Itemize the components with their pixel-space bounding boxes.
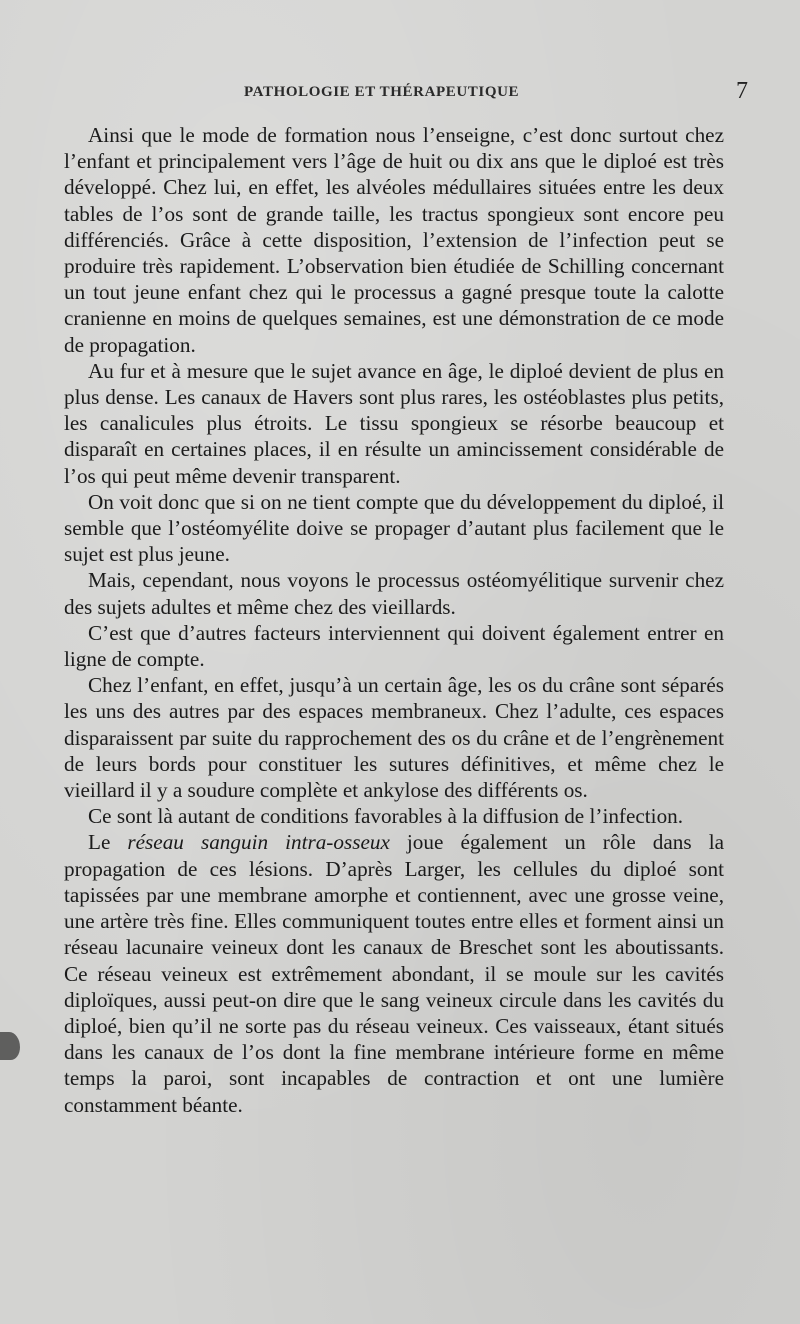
body-text (64, 122, 724, 1118)
paragraph-age-density: Au fur et à mesure que le sujet avance en âge, le diploé devient de plus en plus dense. Les canaux de Havers sont plus rares, les ostéoblastes plus petits, les canalicules plus étroits. Le tissu spongieux se résorbe beaucoup et disparaît en certaines places, il en résulte un amincissement considérable de l’os qui peut même devenir transparent. (64, 358, 724, 488)
margin-ink-mark (0, 1032, 20, 1060)
paragraph-other-factors: C’est que d’autres facteurs interviennent qui doivent également entrer en ligne de compte. (64, 620, 724, 672)
paragraph-lead: Le (88, 830, 128, 855)
paragraph-favorable-conditions: Ce sont là autant de conditions favorables à la diffusion de l’infection. (88, 804, 684, 829)
paragraph-blood-network (64, 829, 724, 1117)
paragraph-sutures: Chez l’enfant, en effet, jusqu’à un certain âge, les os du crâne sont séparés les uns des autres par des espaces membraneux. Chez l’adulte, ces espaces disparaissent par suite du rapprochement des os du crâne et de l’engrènement de leurs bords pour constituer les sutures définitives, et même chez le vieillard il y a soudure complète et ankylose des différents os. (64, 673, 724, 803)
paragraph-rest: joue également un rôle dans la propagation de ces lésions. D’après Larger, les cellules du diploé sont tapissées par une membrane amorphe et contiennent, avec une grosse veine, une artère très fine. Elles communiquent toutes entre elles et forment ainsi un réseau lacunaire veineux dont les canaux de Breschet sont les aboutissants. Ce réseau veineux est extrêmement abondant, il se moule sur les cavités diploïques, aussi peut-on dire que le sang veineux circule dans les cavités du diploé, bien qu’il ne sorte pas du réseau veineux. Ces vaisseaux, étant situés dans les canaux de l’os dont la fine membrane intérieure forme en même temps la paroi, sont incapables de contraction et ont une lumière constamment béante. (64, 830, 724, 1117)
running-title: PATHOLOGIE ET THÉRAPEUTIQUE (244, 84, 520, 100)
paragraph-propagation-youth: On voit donc que si on ne tient compte que du développement du diploé, il semble que l’ostéomyélite doive se propager d’autant plus facilement que le sujet est plus jeune. (64, 489, 724, 567)
page-number: 7 (736, 78, 748, 104)
emphasized-term: réseau sanguin intra-osseux (127, 830, 390, 855)
paragraph-diploe-development: Ainsi que le mode de formation nous l’enseigne, c’est donc surtout chez l’enfant et principalement vers l’âge de huit ou dix ans que le diploé est très développé. Chez lui, en effet, les alvéoles médullaires situées entre les deux tables de l’os sont de grande taille, les tractus spongieux sont encore peu différenciés. Grâce à cette disposition, l’extension de l’infection peut se produire très rapidement. L’observation bien étudiée de Schilling concernant un tout jeune enfant chez qui le processus a gagné presque toute la calotte cranienne en moins de quelques semaines, est une démonstration de ce mode de propagation. (64, 123, 724, 357)
running-header (64, 78, 748, 108)
paragraph-adults-elderly: Mais, cependant, nous voyons le processus ostéomyélitique survenir chez des sujets adultes et même chez des vieillards. (64, 568, 724, 619)
